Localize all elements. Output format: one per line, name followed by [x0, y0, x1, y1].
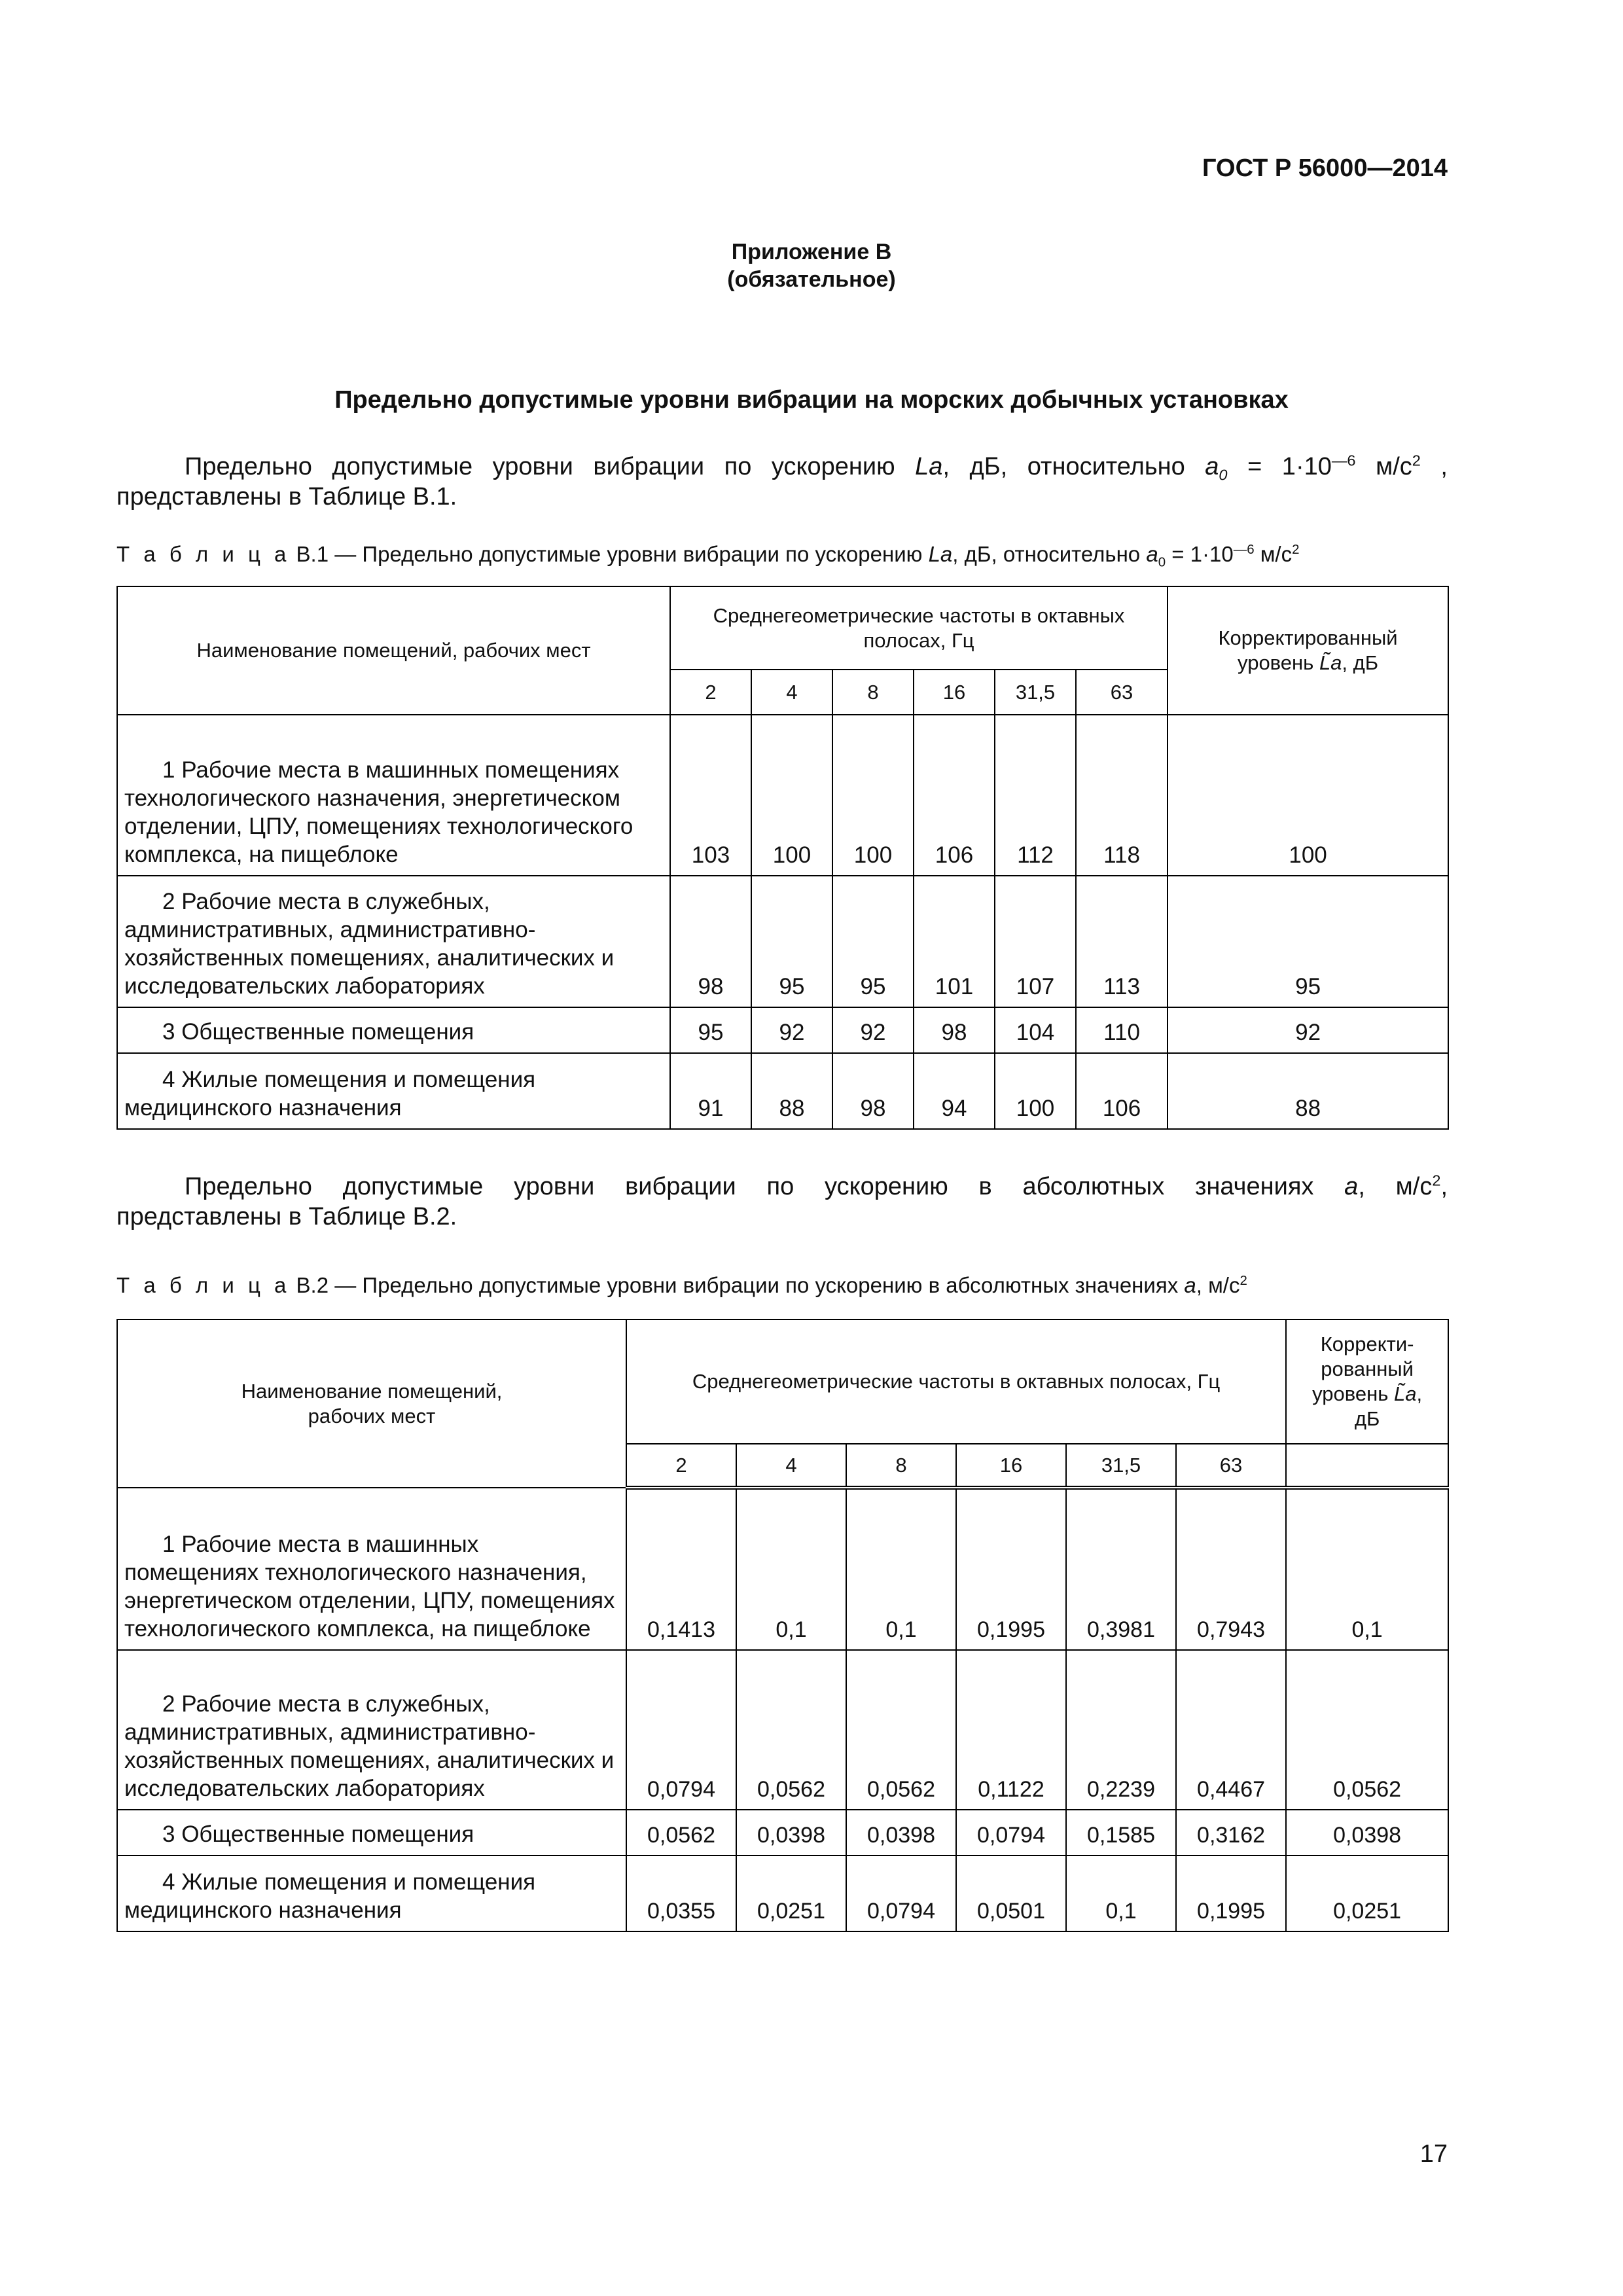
row-name-text: 4 Жилые помещения и помещения медицинского назначения: [124, 1067, 536, 1121]
table2-value-cell: 0,1: [846, 1488, 956, 1650]
table1-header-freq: Среднегеометрические частоты в октавных полосах, Гц: [670, 586, 1168, 670]
table2-value-cell: 0,1122: [956, 1650, 1066, 1810]
table1-value-cell: 98: [670, 876, 751, 1007]
table1-value-cell: 106: [1076, 1053, 1168, 1129]
table2-corr-cell: 0,0562: [1286, 1650, 1448, 1810]
table1-value-cell: 100: [832, 715, 914, 876]
table-row: [117, 1488, 1448, 1650]
table1-value-cell: 95: [832, 876, 914, 1007]
table1-value-cell: 92: [751, 1007, 832, 1053]
table1-value-cell: 92: [832, 1007, 914, 1053]
table2-corr-cell: 0,0398: [1286, 1810, 1448, 1856]
table1-value-cell: 91: [670, 1053, 751, 1129]
intro-paragraph-2-line2: представлены в Таблице В.2.: [116, 1203, 457, 1230]
table2-row-name: [117, 1650, 626, 1810]
table1-row-name: [117, 1007, 670, 1053]
intro-paragraph-2: [116, 1172, 1448, 1232]
table-row: [117, 1650, 1448, 1810]
table1-value-cell: 98: [832, 1053, 914, 1129]
table2-freq-cell: 2: [626, 1444, 736, 1488]
table1-value-cell: 118: [1076, 715, 1168, 876]
table2-corr-cell: 0,1: [1286, 1488, 1448, 1650]
table1-caption: Т а б л и ц а В.1 — Предельно допустимые уровни вибрации по ускорению La, дБ, относительно $a_0 = 1\cdot 10^{—6}$ $м/с^2$: [116, 542, 1300, 570]
table2-freq-cell-empty: [1286, 1444, 1448, 1488]
table2-row-name: [117, 1856, 626, 1931]
table2-value-cell: 0,1: [736, 1488, 846, 1650]
table2-value-cell: 0,0355: [626, 1856, 736, 1931]
table1-row-name: [117, 715, 670, 876]
appendix-status: (обязательное): [727, 267, 896, 292]
table1-corr-cell: 95: [1168, 876, 1448, 1007]
table2-value-cell: 0,0398: [736, 1810, 846, 1856]
table1-value-cell: 103: [670, 715, 751, 876]
table1-freq-cell: 63: [1076, 670, 1168, 715]
table2-value-cell: 0,1995: [1176, 1856, 1286, 1931]
intro-paragraph-2-line1: Предельно допустимые уровни вибрации по ускорению в абсолютных значениях a, $м/с^2$,: [185, 1172, 1448, 1200]
table2-value-cell: 0,0794: [846, 1856, 956, 1931]
table2-freq-cell: 31,5: [1066, 1444, 1176, 1488]
table2-value-cell: 0,0794: [626, 1650, 736, 1810]
table1-row-name: [117, 1053, 670, 1129]
table1-value-cell: 113: [1076, 876, 1168, 1007]
table1-caption-lead: Т а б л и ц а: [116, 542, 291, 566]
table1-value-cell: 106: [914, 715, 995, 876]
table2-value-cell: 0,4467: [1176, 1650, 1286, 1810]
table1-header-corr: Корректированный уровень L̃a, дБ: [1168, 586, 1448, 715]
table2-value-cell: 0,0562: [736, 1650, 846, 1810]
table2-value-cell: 0,1: [1066, 1856, 1176, 1931]
table1-value-cell: 94: [914, 1053, 995, 1129]
table2-value-cell: 0,3162: [1176, 1810, 1286, 1856]
table1-value-cell: 104: [995, 1007, 1076, 1053]
table2-value-cell: 0,1995: [956, 1488, 1066, 1650]
intro-paragraph-1-line1: Предельно допустимые уровни вибрации по ускорению La, дБ, относительно $a_0 = 1\cdot 10^{—6}$ $м/с^2$ ,: [185, 452, 1448, 484]
table-row: [117, 1856, 1448, 1931]
row-name-text: 3 Общественные помещения: [162, 1019, 474, 1045]
section-heading: Предельно допустимые уровни вибрации на морских добычных установках: [334, 386, 1289, 414]
table2-caption: Т а б л и ц а В.2 — Предельно допустимые уровни вибрации по ускорению в абсолютных значениях a, $м/с^2$: [116, 1273, 1247, 1297]
table1-value-cell: 95: [670, 1007, 751, 1053]
appendix-title: Приложение В: [731, 240, 892, 264]
table2-freq-cell: 8: [846, 1444, 956, 1488]
table2-value-cell: 0,2239: [1066, 1650, 1176, 1810]
table-row: [117, 715, 1448, 876]
table2-value-cell: 0,0794: [956, 1810, 1066, 1856]
table2-value-cell: 0,1585: [1066, 1810, 1176, 1856]
row-name-text: 2 Рабочие места в служебных, административных, административно-хозяйственных помещениях, аналитических и исследовательских лабораториях: [124, 889, 615, 999]
row-name-text: 3 Общественные помещения: [162, 1821, 474, 1847]
table-b2: [116, 1319, 1449, 1932]
table-row: [117, 876, 1448, 1007]
row-name-text: 2 Рабочие места в служебных, административных, административно-хозяйственных помещениях, аналитических и исследовательских лабораториях: [124, 1691, 615, 1801]
table2-value-cell: 0,0501: [956, 1856, 1066, 1931]
intro-paragraph-1: [116, 452, 1448, 512]
table2-row-name: [117, 1488, 626, 1650]
table1-row-name: [117, 876, 670, 1007]
table2-freq-cell: 4: [736, 1444, 846, 1488]
table1-freq-cell: 31,5: [995, 670, 1076, 715]
table1-corr-cell: 88: [1168, 1053, 1448, 1129]
table1-value-cell: 95: [751, 876, 832, 1007]
row-name-text: 1 Рабочие места в машинных помещениях технологического назначения, энергетическом отделении, ЦПУ, помещениях технологического комплекса, на пищеблоке: [124, 1532, 615, 1641]
table2-header-freq: Среднегеометрические частоты в октавных полосах, Гц: [626, 1319, 1286, 1444]
table2-row-name: [117, 1810, 626, 1856]
table2-header-corr: Корректи- рованный уровень L̃a, дБ: [1286, 1319, 1448, 1444]
table2-value-cell: 0,3981: [1066, 1488, 1176, 1650]
table1-freq-cell: 16: [914, 670, 995, 715]
table2-value-cell: 0,7943: [1176, 1488, 1286, 1650]
table2-value-cell: 0,0398: [846, 1810, 956, 1856]
table-row: [117, 1810, 1448, 1856]
table1-corr-cell: 92: [1168, 1007, 1448, 1053]
document-id: ГОСТ Р 56000—2014: [1202, 154, 1448, 182]
row-name-text: 1 Рабочие места в машинных помещениях технологического назначения, энергетическом отделении, ЦПУ, помещениях технологического комплекса, на пищеблоке: [124, 757, 633, 867]
table1-value-cell: 112: [995, 715, 1076, 876]
table1-freq-cell: 8: [832, 670, 914, 715]
table-row: [117, 1053, 1448, 1129]
table2-value-cell: 0,0562: [626, 1810, 736, 1856]
table2-value-cell: 0,1413: [626, 1488, 736, 1650]
row-name-text: 4 Жилые помещения и помещения медицинского назначения: [124, 1869, 536, 1923]
table1-freq-cell: 2: [670, 670, 751, 715]
table1-freq-cell: 4: [751, 670, 832, 715]
table1-value-cell: 101: [914, 876, 995, 1007]
table1-value-cell: 100: [995, 1053, 1076, 1129]
page-number: 17: [1419, 2140, 1448, 2168]
table1-value-cell: 98: [914, 1007, 995, 1053]
intro-paragraph-1-line2: представлены в Таблице В.1.: [116, 483, 457, 511]
table2-caption-lead: Т а б л и ц а: [116, 1273, 291, 1297]
table1-value-cell: 107: [995, 876, 1076, 1007]
table-b1: [116, 586, 1449, 1130]
table1-value-cell: 88: [751, 1053, 832, 1129]
table1-value-cell: 110: [1076, 1007, 1168, 1053]
table-row: [117, 1007, 1448, 1053]
table1-header-name: Наименование помещений, рабочих мест: [117, 586, 670, 715]
table2-value-cell: 0,0251: [736, 1856, 846, 1931]
table2-header-name: Наименование помещений, рабочих мест: [117, 1319, 626, 1488]
table2-freq-cell: 63: [1176, 1444, 1286, 1488]
table1-value-cell: 100: [751, 715, 832, 876]
table1-corr-cell: 100: [1168, 715, 1448, 876]
table2-freq-cell: 16: [956, 1444, 1066, 1488]
table2-corr-cell: 0,0251: [1286, 1856, 1448, 1931]
table2-value-cell: 0,0562: [846, 1650, 956, 1810]
